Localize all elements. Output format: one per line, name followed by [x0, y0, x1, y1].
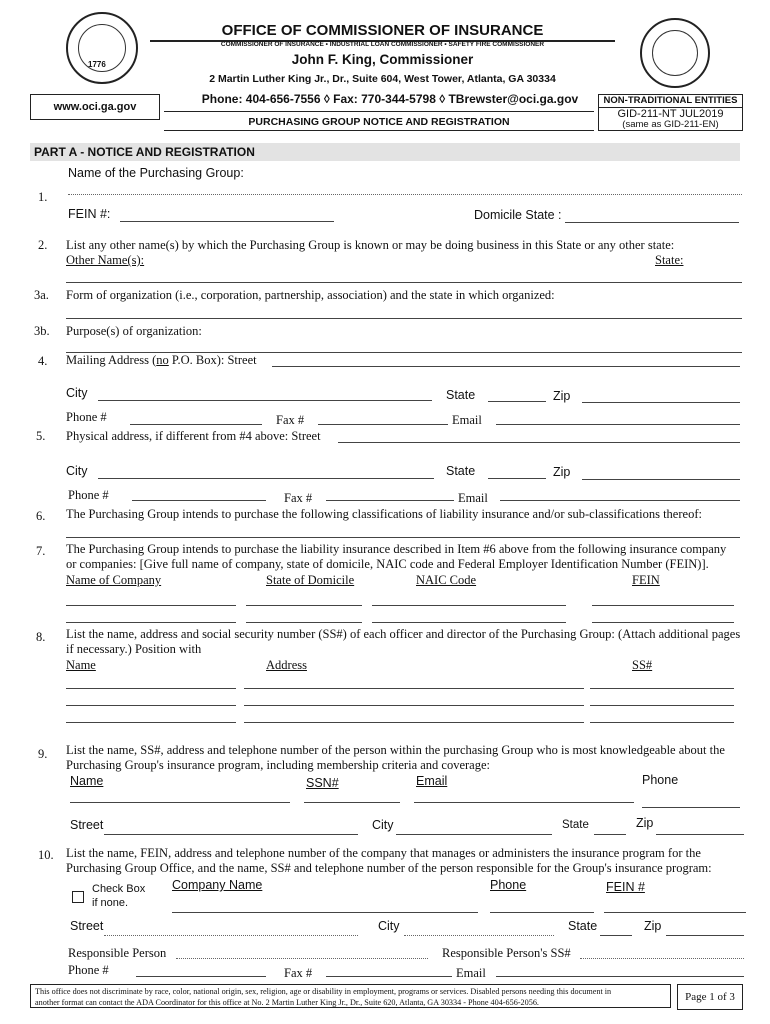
col-naic-code: NAIC Code [416, 573, 477, 587]
website-box [30, 94, 160, 120]
item2-number: 2. [38, 238, 48, 252]
mailing-email-field[interactable] [496, 424, 740, 425]
item6-text: The Purchasing Group intends to purchase the following classifications of liability insurance and/or sub-classifications thereof: [66, 507, 702, 521]
admin-phone-label: Phone # [68, 963, 109, 977]
checkbox-label-line1: Check Box [92, 883, 146, 895]
physical-state-label: State [446, 464, 476, 478]
footer-line1: This office does not discriminate by race, color, national origin, sex, religion, age or disability in employment, programs or services. Disabled persons needing this document in [35, 987, 612, 996]
admin-city-label: City [378, 919, 400, 933]
item10-number: 10. [38, 848, 54, 862]
office-contact: Phone: 404-656-7556 ◊ Fax: 770-344-5798 ◊ TBrewster@oci.ga.gov [201, 92, 579, 106]
mailing-state-field[interactable] [488, 401, 546, 402]
mailing-city-field[interactable] [98, 400, 432, 401]
physical-phone-label: Phone # [68, 488, 109, 502]
officer-row2-address[interactable] [244, 705, 584, 706]
website-link[interactable]: www.oci.ga.gov [53, 101, 137, 113]
admin-company-field[interactable] [172, 912, 478, 913]
mailing-fax-field[interactable] [318, 424, 448, 425]
officer-row3-name[interactable] [66, 722, 236, 723]
company-row2-naic[interactable] [372, 622, 566, 623]
physical-email-field[interactable] [500, 500, 740, 501]
commissioner-name: John F. King, Commissioner [291, 52, 474, 67]
physical-fax-field[interactable] [326, 500, 454, 501]
physical-city-label: City [66, 464, 88, 478]
physical-zip-label: Zip [553, 465, 571, 479]
col-admin-company: Company Name [172, 878, 263, 892]
col-contact-phone: Phone [642, 773, 679, 787]
officer-row3-ss[interactable] [590, 722, 734, 723]
state-seal-right [640, 18, 710, 88]
admin-street-label: Street [70, 919, 104, 933]
item1-name-label: Name of the Purchasing Group: [68, 166, 244, 180]
admin-state-field[interactable] [600, 935, 632, 936]
item7-text-line2: or companies: [Give full name of company, state of domicile, NAIC code and Federal Employer Identification Number (FEIN)]. [66, 557, 709, 571]
fein-field[interactable] [120, 221, 334, 222]
mailing-zip-field[interactable] [582, 402, 740, 403]
mailing-city-label: City [66, 386, 88, 400]
item2-text: List any other name(s) by which the Purchasing Group is known or may be doing business in this State or any other state: [66, 238, 675, 252]
company-row2-state[interactable] [246, 622, 362, 623]
admin-city-field[interactable] [404, 935, 554, 936]
admin-fax-label: Fax # [284, 966, 313, 980]
item3a-number: 3a. [34, 288, 49, 302]
officer-row1-ss[interactable] [590, 688, 734, 689]
mailing-phone-field[interactable] [130, 424, 262, 425]
item4-number: 4. [38, 354, 48, 368]
responsible-ss-field[interactable] [580, 958, 744, 959]
checkbox-label-line2: if none. [92, 897, 129, 909]
item3b-text: Purpose(s) of organization: [66, 324, 202, 338]
admin-fein-field[interactable] [604, 912, 746, 913]
item9-number: 9. [38, 747, 48, 761]
item9-text-line2: Purchasing Group's insurance program, including membership criteria and coverage: [66, 758, 490, 772]
item2-state-label: State: [655, 253, 684, 267]
col-admin-phone: Phone [490, 878, 527, 892]
contact-state-label: State [562, 819, 589, 831]
item8-text-line2: if necessary.) Position with [66, 642, 202, 656]
group-name-field[interactable] [68, 194, 742, 195]
item7-number: 7. [36, 544, 46, 558]
physical-email-label: Email [458, 491, 488, 505]
fein-label: FEIN #: [68, 207, 111, 221]
footer-line2: another format can contact the ADA Coordinator for this office at No. 2 Martin Luther King Jr., Dr., Suite 620, Atlanta, GA 30334 - Phone 404-656-2056. [35, 998, 539, 1007]
physical-city-field[interactable] [98, 478, 434, 479]
admin-phone-field[interactable] [490, 912, 594, 913]
page-number-box [677, 984, 743, 1010]
form-title: PURCHASING GROUP NOTICE AND REGISTRATION [248, 116, 510, 128]
physical-street-field[interactable] [338, 442, 740, 443]
officer-row3-address[interactable] [244, 722, 584, 723]
office-title: OFFICE OF COMMISSIONER OF INSURANCE [221, 22, 544, 39]
officer-row2-ss[interactable] [590, 705, 734, 706]
part-a-heading: PART A - NOTICE AND REGISTRATION [30, 143, 740, 161]
contact-state-field[interactable] [594, 834, 626, 835]
item3a-text: Form of organization (i.e., corporation, partnership, association) and the state in which organized: [66, 288, 555, 302]
item10-text-line1: List the name, FEIN, address and telephone number of the company that manages or administers the insurance program for the [66, 846, 701, 860]
admin-zip-field[interactable] [666, 935, 744, 936]
mailing-phone-label: Phone # [66, 410, 107, 424]
col-company-name: Name of Company [66, 573, 162, 587]
col-fein: FEIN [632, 573, 660, 587]
contact-city-field[interactable] [396, 834, 552, 835]
mailing-address-label: Mailing Address (no P.O. Box): Street [66, 353, 257, 367]
physical-phone-field[interactable] [132, 500, 266, 501]
form-alias: (same as GID-211-EN) [622, 119, 719, 130]
other-names-label: Other Name(s): [66, 253, 145, 267]
mailing-street-field[interactable] [272, 366, 740, 367]
form-code-box [598, 94, 743, 131]
form-code: GID-211-NT JUL2019 [617, 108, 724, 120]
none-checkbox[interactable] [72, 891, 84, 903]
col-contact-ssn: SSN# [306, 776, 339, 790]
item5-number: 5. [36, 429, 46, 443]
col-officer-name: Name [66, 658, 96, 672]
other-names-field[interactable] [66, 282, 742, 283]
contact-zip-field[interactable] [656, 834, 744, 835]
contact-name-field[interactable] [70, 802, 290, 803]
contact-email-field[interactable] [414, 802, 634, 803]
contact-street-field[interactable] [104, 834, 358, 835]
contact-street-label: Street [70, 818, 104, 832]
item10-text-line2: Purchasing Group Office, and the name, SS# and telephone number of the person responsible for the Group's insurance program: [66, 861, 712, 875]
physical-state-field[interactable] [488, 478, 546, 479]
company-row1-naic[interactable] [372, 605, 566, 606]
admin-zip-label: Zip [644, 919, 662, 933]
mailing-state-label: State [446, 388, 476, 402]
col-officer-ss: SS# [632, 658, 653, 672]
contact-city-label: City [372, 818, 394, 832]
office-address: 2 Martin Luther King Jr., Dr., Suite 604, West Tower, Atlanta, GA 30334 [209, 73, 556, 85]
mailing-zip-label: Zip [553, 389, 571, 403]
admin-email-label: Email [456, 966, 486, 980]
item1-number: 1. [38, 190, 48, 204]
officer-row1-name[interactable] [66, 688, 236, 689]
item3b-number: 3b. [34, 324, 50, 338]
office-subtitle: COMMISSIONER OF INSURANCE • INDUSTRIAL LOAN COMMISSIONER • SAFETY FIRE COMMISSIONER [220, 41, 545, 48]
admin-fax-field[interactable] [326, 976, 452, 977]
company-row1-state[interactable] [246, 605, 362, 606]
company-row1-name[interactable] [66, 605, 236, 606]
officer-row1-address[interactable] [244, 688, 584, 689]
physical-fax-label: Fax # [284, 491, 313, 505]
item8-number: 8. [36, 630, 46, 644]
admin-email-field[interactable] [496, 976, 744, 977]
contact-ssn-field[interactable] [304, 802, 400, 803]
physical-address-label: Physical address, if different from #4 above: Street [66, 429, 321, 443]
col-contact-email: Email [416, 774, 448, 788]
responsible-person-label: Responsible Person [68, 946, 167, 960]
col-officer-address: Address [266, 658, 307, 672]
physical-zip-field[interactable] [582, 479, 740, 480]
contact-phone-field[interactable] [642, 807, 740, 808]
domicile-label: Domicile State : [474, 208, 562, 222]
item8-text-line1: List the name, address and social security number (SS#) of each officer and director of the Purchasing Group: (Attach additional pages [66, 627, 741, 641]
state-seal-left [66, 12, 138, 84]
company-row2-fein[interactable] [592, 622, 734, 623]
admin-phone2-field[interactable] [136, 976, 266, 977]
item6-number: 6. [36, 509, 46, 523]
mailing-fax-label: Fax # [276, 413, 305, 427]
responsible-person-field[interactable] [176, 958, 428, 959]
domicile-field[interactable] [565, 222, 739, 223]
company-row2-name[interactable] [66, 622, 236, 623]
item7-text-line1: The Purchasing Group intends to purchase the liability insurance described in Item #6 above from the following insurance company [66, 542, 727, 556]
contact-zip-label: Zip [636, 816, 654, 830]
entity-type: NON-TRADITIONAL ENTITIES [599, 95, 742, 108]
seal-year: 1776 [88, 60, 106, 69]
admin-street-field[interactable] [104, 935, 358, 936]
page-number: Page 1 of 3 [685, 991, 735, 1003]
item9-text-line1: List the name, SS#, address and telephone number of the person within the purchasing Group who is most knowledgeable about the [66, 743, 725, 757]
footer-notice-box [30, 984, 671, 1008]
responsible-ss-label: Responsible Person's SS# [442, 946, 571, 960]
admin-state-label: State [568, 919, 598, 933]
company-row1-fein[interactable] [592, 605, 734, 606]
col-state-domicile: State of Domicile [266, 573, 355, 587]
organization-field[interactable] [66, 318, 742, 319]
col-contact-name: Name [70, 774, 104, 788]
col-admin-fein: FEIN # [606, 880, 645, 894]
officer-row2-name[interactable] [66, 705, 236, 706]
liability-classes-field[interactable] [66, 537, 740, 538]
mailing-email-label: Email [452, 413, 482, 427]
